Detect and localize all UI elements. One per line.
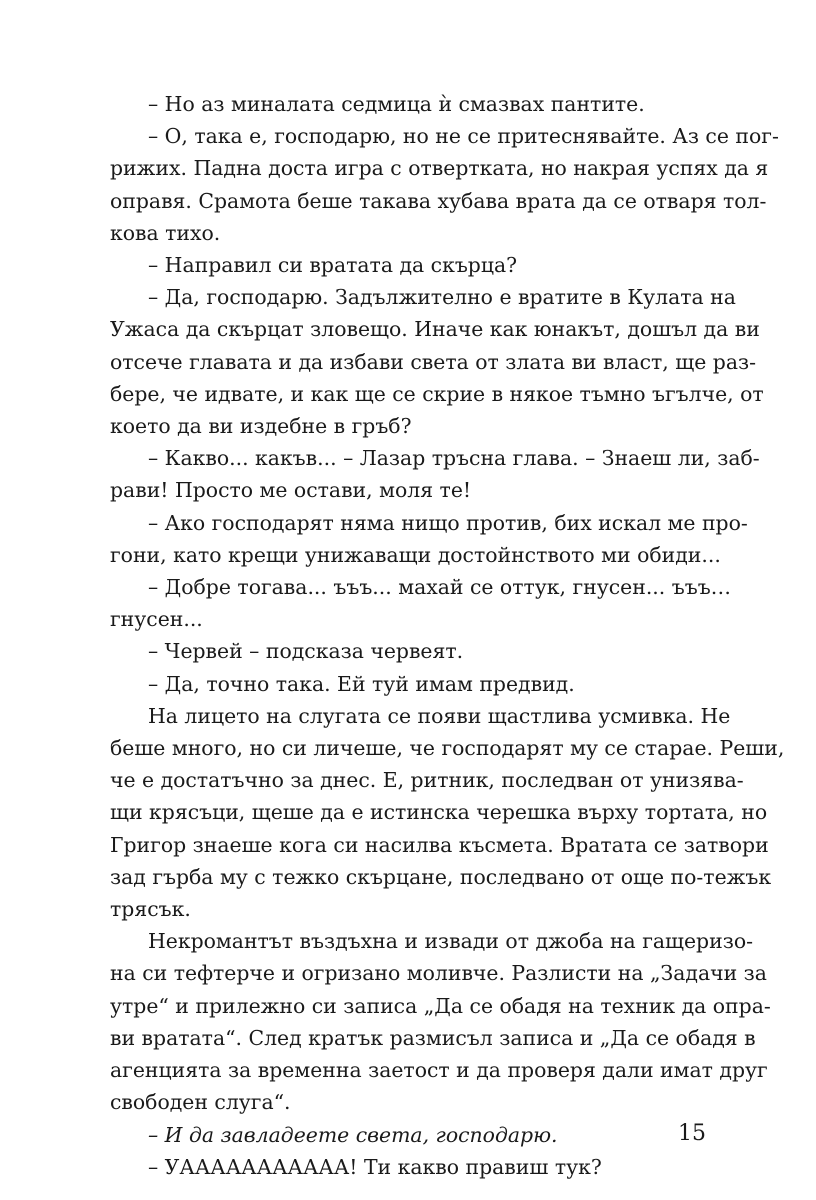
paragraph	[110, 571, 732, 635]
text-line: – О, така е, господарю, но не се притеснявайте. Аз се пог-	[148, 124, 779, 149]
text-line: Григор знаеше кога си насилва късмета. Вратата се затвори	[110, 832, 769, 857]
page-number: 15	[678, 1121, 706, 1146]
text-line: – УААААААААААА! Ти какво правиш тук?	[148, 1154, 602, 1179]
text-line: рижих. Падна доста игра с отвертката, но накрая успях да я	[110, 156, 769, 181]
text-line: отсече главата и да избави света от злата ви власт, ще раз-	[110, 349, 756, 374]
paragraph	[110, 700, 785, 925]
text-line: – Направил си вратата да скърца?	[148, 253, 518, 278]
paragraph	[110, 249, 706, 281]
text-line: – Червей – подсказа червеят.	[148, 639, 464, 664]
text-line: – Добре тогава... ъъъ... махай се оттук, гнусен... ъъъ…	[148, 575, 732, 600]
page-text	[110, 88, 785, 1183]
text-line: – Какво... какъв... – Лазар тръсна глава. – Знаеш ли, заб-	[148, 446, 760, 471]
paragraph	[110, 925, 771, 1118]
text-line: Некромантът въздъхна и извади от джоба на гащеризо-	[148, 929, 753, 954]
text-line: беше много, но си личеше, че господарят му се старае. Реши,	[110, 736, 785, 761]
text-line: – И да завладеете света, господарю.	[148, 1122, 558, 1147]
text-line: бере, че идвате, и как ще се скрие в някое тъмно ъгълче, от	[110, 381, 764, 406]
paragraph	[110, 668, 706, 700]
text-line: агенцията за временна заетост и да проверя дали имат друг	[110, 1058, 768, 1083]
text-line: което да ви издебне в гръб?	[110, 414, 412, 439]
paragraph	[110, 1151, 706, 1183]
paragraph	[110, 1119, 706, 1151]
text-line: – Да, точно така. Ей туй имам предвид.	[148, 671, 575, 696]
text-line: Ужаса да скърцат зловещо. Иначе как юнакът, дошъл да ви	[110, 317, 760, 342]
text-line: гнусен...	[110, 607, 203, 632]
text-line: рави! Просто ме остави, моля те!	[110, 478, 472, 503]
paragraph	[110, 281, 764, 442]
text-line: трясък.	[110, 897, 191, 922]
text-line: зад гърба му с тежко скърцане, последвано от още по-тежък	[110, 864, 772, 889]
text-line: че е достатъчно за днес. Е, ритник, последван от унизява-	[110, 768, 744, 793]
text-line: На лицето на слугата се появи щастлива усмивка. Не	[148, 703, 731, 728]
text-line: гони, като крещи унижаващи достойнството ми обиди...	[110, 542, 721, 567]
text-line: – Но аз миналата седмица ѝ смазвах пантите.	[148, 92, 645, 116]
paragraph	[110, 120, 779, 249]
text-line: свободен слуга“.	[110, 1090, 291, 1115]
paragraph	[110, 88, 706, 120]
text-line: – Ако господарят няма нищо против, бих искал ме про-	[148, 510, 748, 535]
text-line: щи крясъци, щеше да е истинска черешка върху тортата, но	[110, 800, 768, 825]
paragraph	[110, 442, 760, 506]
text-line: ви вратата“. След кратък размисъл записа и „Да се обадя в	[110, 1025, 756, 1050]
text-line: кова тихо.	[110, 220, 221, 245]
text-line: утре“ и прилежно си записа „Да се обадя на техник да опра-	[110, 993, 771, 1018]
text-line: оправя. Срамота беше такава хубава врата да се отваря тол-	[110, 188, 767, 213]
paragraph	[110, 507, 748, 571]
text-line: на си тефтерче и огризано моливче. Разлисти на „Задачи за	[110, 961, 767, 986]
paragraph	[110, 635, 706, 667]
text-line: – Да, господарю. Задължително е вратите в Кулата на	[148, 285, 736, 310]
